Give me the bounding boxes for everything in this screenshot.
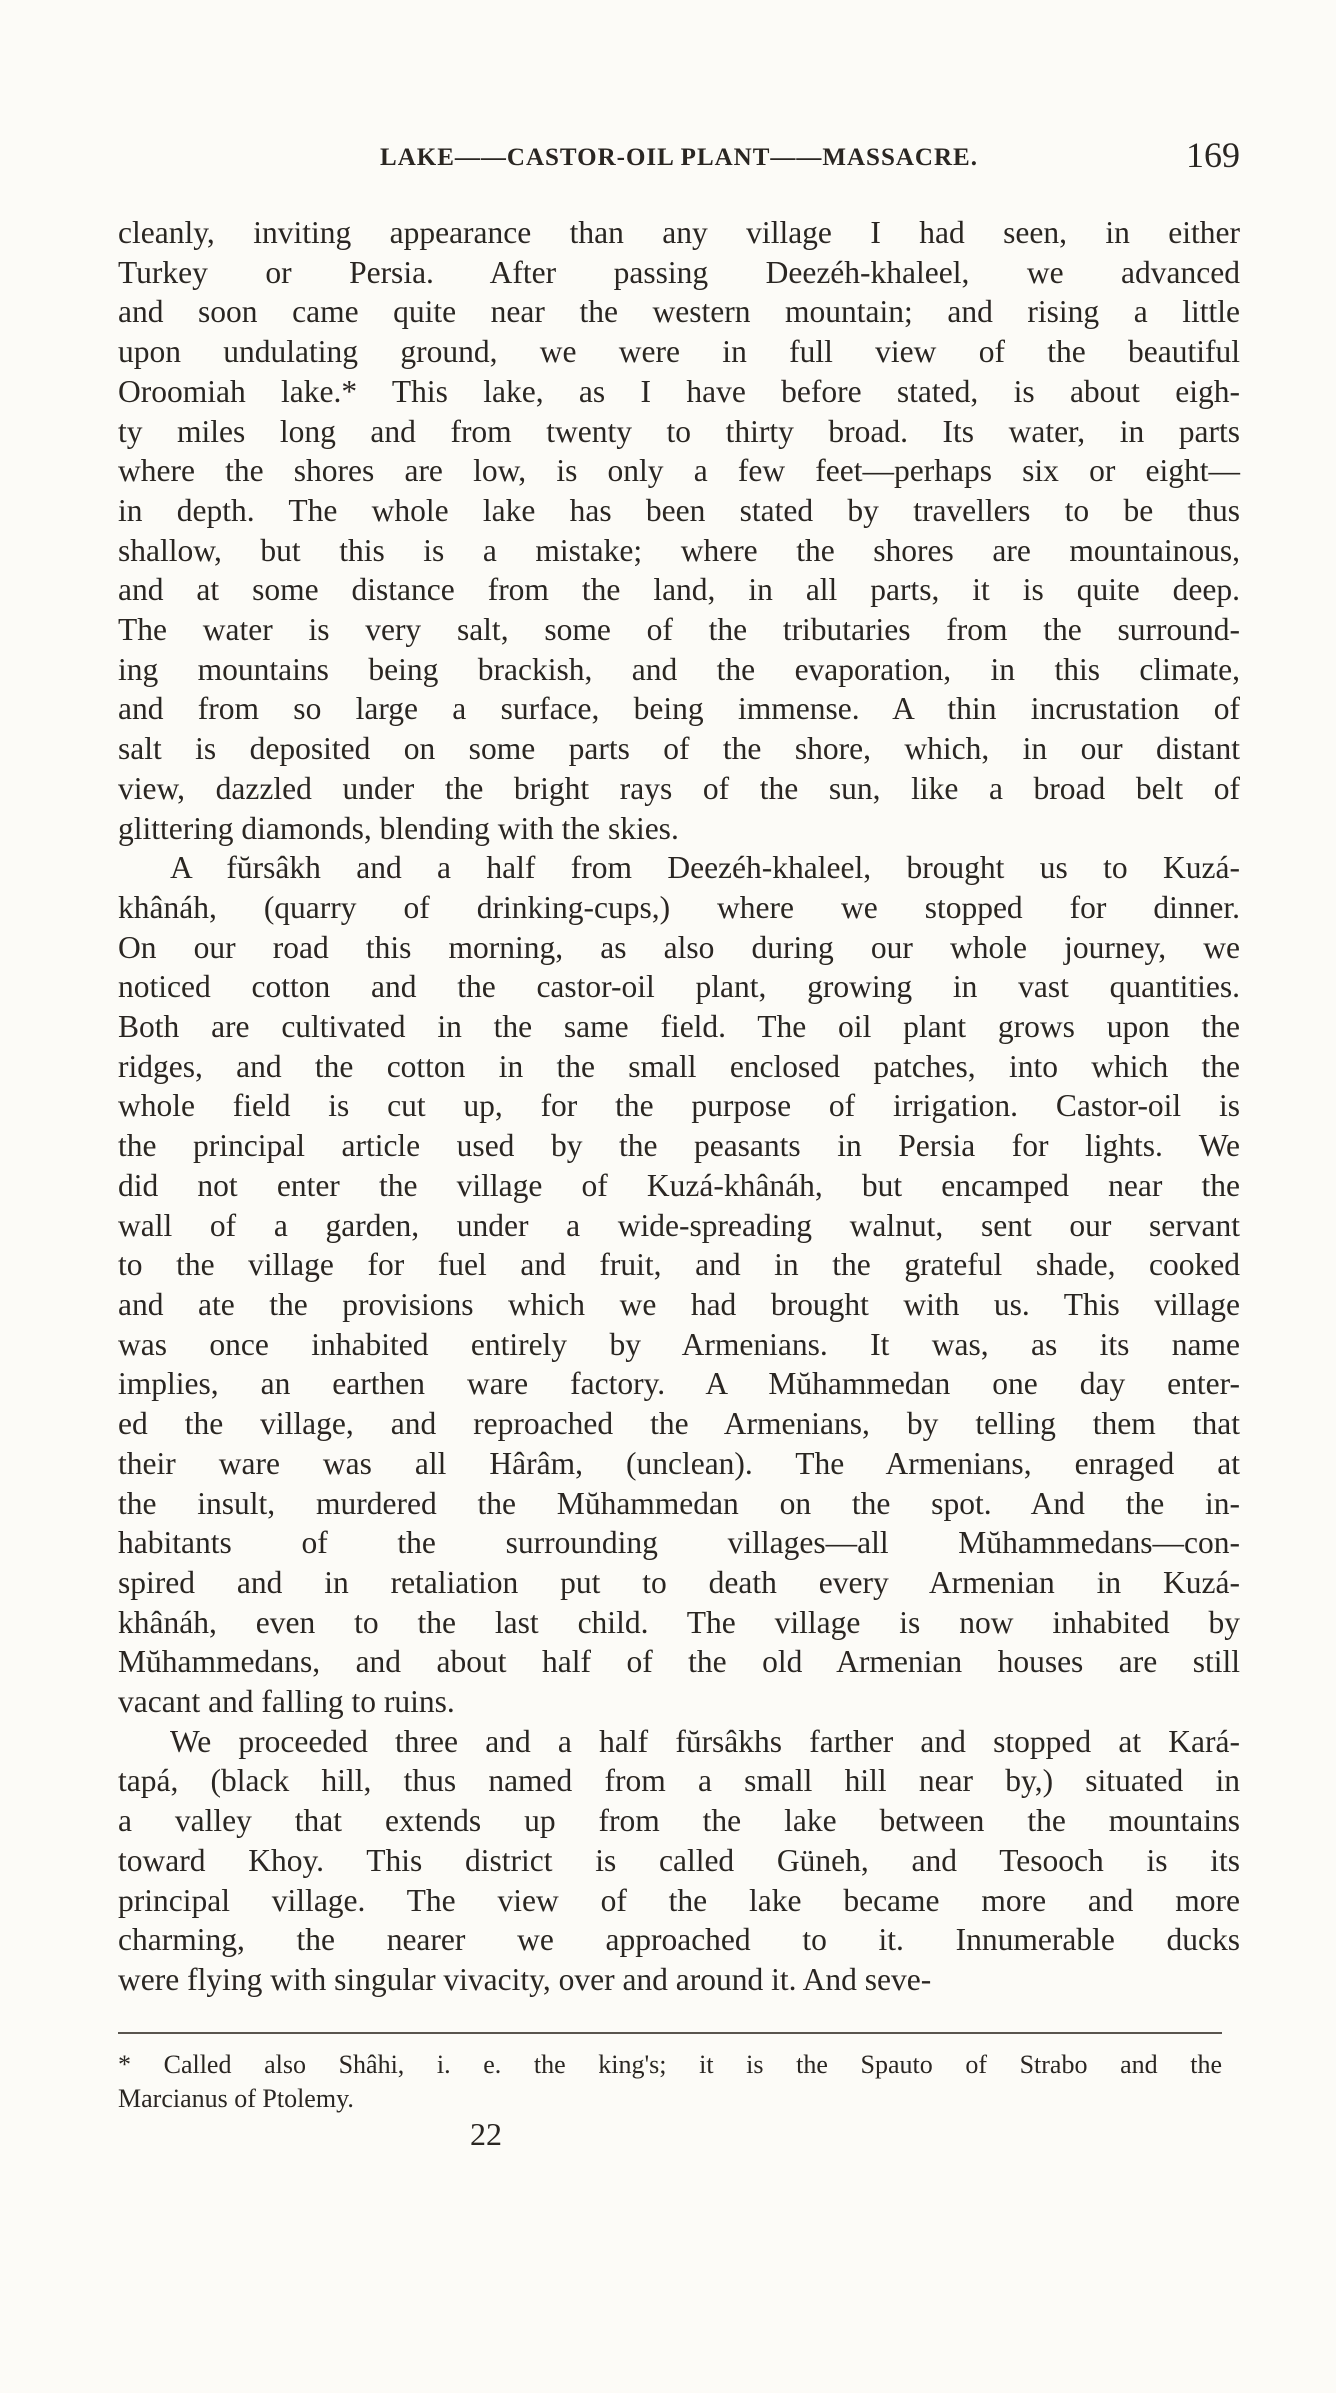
text-line: spired and in retaliation put to death every Armenian in Kuzá- [118,1564,1240,1600]
text-line: was once inhabited entirely by Armenians. It was, as its name [118,1326,1240,1362]
text-line: Both are cultivated in the same field. The oil plant grows upon the [118,1009,1240,1045]
text-line: Oroomiah lake.* This lake, as I have before stated, is about eigh- [118,373,1240,409]
text-line: ed the village, and reproached the Armenians, by telling them that [118,1406,1240,1442]
text-line: toward Khoy. This district is called Güneh, and Tesooch is its [118,1842,1240,1878]
text-line: were flying with singular vivacity, over and around it. And seve- [118,1961,932,1997]
text-line: A fŭrsâkh and a half from Deezéh-khaleel, brought us to Kuzá- [170,850,1240,886]
text-line: glittering diamonds, blending with the skies. [118,810,679,846]
text-line: the principal article used by the peasants in Persia for lights. We [118,1128,1240,1164]
text-line: view, dazzled under the bright rays of the sun, like a broad belt of [118,770,1240,806]
text-line: and from so large a surface, being immense. A thin incrustation of [118,691,1240,727]
text-line: and at some distance from the land, in all parts, it is quite deep. [118,572,1240,608]
page-number: 169 [1186,135,1240,175]
text-line: cleanly, inviting appearance than any village I had seen, in either [118,215,1240,250]
text-line: did not enter the village of Kuzá-khânáh, but encamped near the [118,1167,1240,1203]
text-line: On our road this morning, as also during our whole journey, we [118,929,1240,965]
text-line: ing mountains being brackish, and the evaporation, in this climate, [118,651,1240,687]
running-head: LAKE——CASTOR-OIL PLANT——MASSACRE. [380,144,978,171]
footnote-line: Marcianus of Ptolemy. [118,2084,354,2113]
text-line: and ate the provisions which we had brought with us. This village [118,1286,1240,1322]
text-line: implies, an earthen ware factory. A Mŭhammedan one day enter- [118,1366,1240,1402]
footnote [118,2048,1222,2116]
text-line: charming, the nearer we approached to it. Innumerable ducks [118,1922,1240,1958]
paragraph [118,213,1240,848]
text-line: Turkey or Persia. After passing Deezéh-khaleel, we advanced [118,254,1240,290]
text-line: Mŭhammedans, and about half of the old Armenian houses are still [118,1644,1240,1680]
text-line: habitants of the surrounding villages—all Mŭhammedans—con- [118,1525,1240,1561]
text-line: their ware was all Hârâm, (unclean). The Armenians, enraged at [118,1445,1240,1481]
text-line: salt is deposited on some parts of the shore, which, in our distant [118,731,1240,767]
text-line: and soon came quite near the western mountain; and rising a little [118,294,1240,330]
text-line: khânáh, (quarry of drinking-cups,) where we stopped for dinner. [118,889,1240,925]
text-line: shallow, but this is a mistake; where the shores are mountainous, [118,532,1240,568]
text-line: ty miles long and from twenty to thirty broad. Its water, in parts [118,413,1240,449]
text-line: ridges, and the cotton in the small enclosed patches, into which the [118,1048,1240,1084]
text-line: We proceeded three and a half fŭrsâkhs farther and stopped at Kará- [170,1723,1240,1759]
text-line: upon undulating ground, we were in full view of the beautiful [118,334,1240,370]
text-line: tapá, (black hill, thus named from a small hill near by,) situated in [118,1763,1240,1799]
text-line: wall of a garden, under a wide-spreading walnut, sent our servant [118,1207,1240,1243]
text-line: vacant and falling to ruins. [118,1684,455,1720]
text-line: a valley that extends up from the lake between the mountains [118,1803,1240,1839]
text-line: khânáh, even to the last child. The village is now inhabited by [118,1604,1240,1640]
text-line: principal village. The view of the lake became more and more [118,1882,1240,1918]
paragraph [118,848,1240,1721]
page-header [118,135,1240,178]
text-line: the insult, murdered the Mŭhammedan on the spot. And the in- [118,1485,1240,1521]
signature-mark: 22 [470,2116,502,2152]
text-line: in depth. The whole lake has been stated by travellers to be thus [118,492,1240,528]
text-line: to the village for fuel and fruit, and in the grateful shade, cooked [118,1247,1240,1283]
text-line: where the shores are low, is only a few feet—perhaps six or eight— [118,453,1240,489]
paragraph [118,1722,1240,2000]
footnote-rule [118,2032,1222,2034]
text-line: noticed cotton and the castor-oil plant, growing in vast quantities. [118,969,1240,1005]
text-line: The water is very salt, some of the tributaries from the surround- [118,612,1240,648]
text-line: whole field is cut up, for the purpose of irrigation. Castor-oil is [118,1088,1240,1124]
body-text [118,213,1240,2000]
footnote-line: * Called also Shâhi, i. e. the king's; it is the Spauto of Strabo and the [118,2050,1222,2079]
